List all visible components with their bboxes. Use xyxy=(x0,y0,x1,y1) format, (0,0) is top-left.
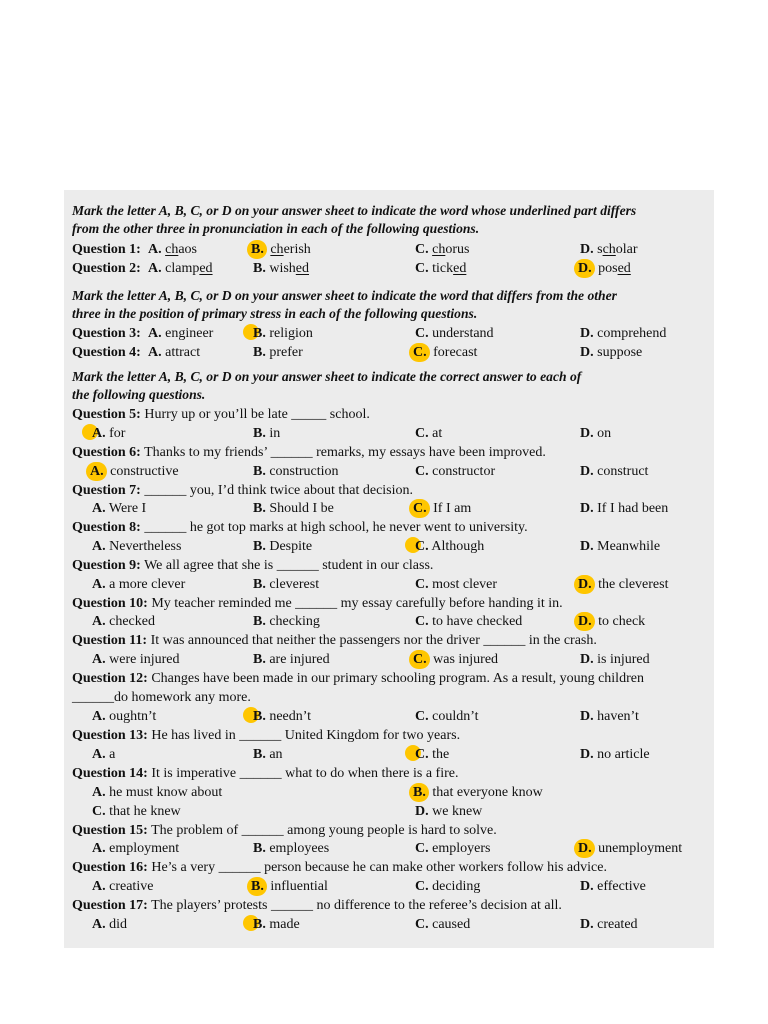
question-6-options: A. constructive B. construction C. constructor D. construct xyxy=(72,462,712,481)
section-1-instruction: Mark the letter A, B, C, or D on your answer sheet to indicate the word whose underlined part differs from the other three in pronunciation in each of the following questions. xyxy=(72,203,637,236)
question-14-stem: Question 14: It is imperative ______ what to do when there is a fire. xyxy=(72,766,459,781)
question-9-options: A. a more clever B. cleverest C. most clever D. the cleverest xyxy=(92,577,669,592)
question-13-options: A. a B. an C. the D. no article xyxy=(92,747,650,762)
question-16-stem: Question 16: He’s a very ______ person because he can make other workers follow his advice. xyxy=(72,860,607,875)
question-9-stem: Question 9: We all agree that she is ______ student in our class. xyxy=(72,558,434,573)
question-3: Question 3: A. engineer B. religion C. understand D. comprehend xyxy=(72,326,667,341)
question-16-options: A. creative B. influential C. deciding D. effective xyxy=(92,879,646,894)
question-7-options: A. Were I B. Should I be C. If I am D. If I had been xyxy=(92,501,669,516)
question-11-stem: Question 11: It was announced that neither the passengers nor the driver ______ in the crash. xyxy=(72,633,597,648)
question-14-options-row2: C. that he knew D. we knew xyxy=(92,804,483,819)
question-17-options: A. did B. made C. caused D. created xyxy=(92,917,638,932)
question-6-stem: Question 6: Thanks to my friends’ ______ remarks, my essays have been improved. xyxy=(72,445,546,460)
question-11-options: A. were injured B. are injured C. was injured D. is injured xyxy=(92,652,650,667)
question-15-options: A. employment B. employees C. employers D. unemployment xyxy=(92,841,683,856)
question-7-stem: Question 7: ______ you, I’d think twice about that decision. xyxy=(72,483,414,498)
question-17-stem: Question 17: The players’ protests ______ no difference to the referee’s decision at all. xyxy=(72,898,562,913)
question-12-stem: Question 12: Changes have been made in our primary schooling program. As a result, young children xyxy=(72,671,644,686)
question-8-stem: Question 8: ______ he got top marks at high school, he never went to university. xyxy=(72,520,528,535)
question-15-stem: Question 15: The problem of ______ among young people is hard to solve. xyxy=(72,823,497,838)
section-2-instruction: Mark the letter A, B, C, or D on your answer sheet to indicate the word that differs from the other three in the position of primary stress in each of the following questions. xyxy=(72,288,617,321)
question-1: Question 1: A. chaos B. cherish C. chorus D. scholar xyxy=(72,242,638,257)
question-14-options-row1: A. he must know about B. that everyone know xyxy=(92,785,543,800)
question-5-options: A. for B. in C. at D. on xyxy=(72,424,712,443)
question-12-options: A. oughtn’t B. needn’t C. couldn’t D. haven’t xyxy=(92,709,639,724)
question-10-options: A. checked B. checking C. to have checked D. to check xyxy=(92,614,646,629)
question-5-stem: Question 5: Hurry up or you’ll be late _____ school. xyxy=(72,407,370,422)
question-4: Question 4: A. attract B. prefer C. forecast D. suppose xyxy=(72,345,643,360)
question-13-stem: Question 13: He has lived in ______ United Kingdom for two years. xyxy=(72,728,461,743)
section-3-instruction: Mark the letter A, B, C, or D on your answer sheet to indicate the correct answer to each of the following questions. xyxy=(72,369,582,402)
question-8-options: A. Nevertheless B. Despite C. Although D. Meanwhile xyxy=(92,539,661,554)
question-10-stem: Question 10: My teacher reminded me ______ my essay carefully before handing it in. xyxy=(72,596,563,611)
question-2: Question 2: A. clamped B. wished C. ticked D. posed xyxy=(72,261,631,276)
question-12-stem-continued: ______do homework any more. xyxy=(72,690,251,705)
